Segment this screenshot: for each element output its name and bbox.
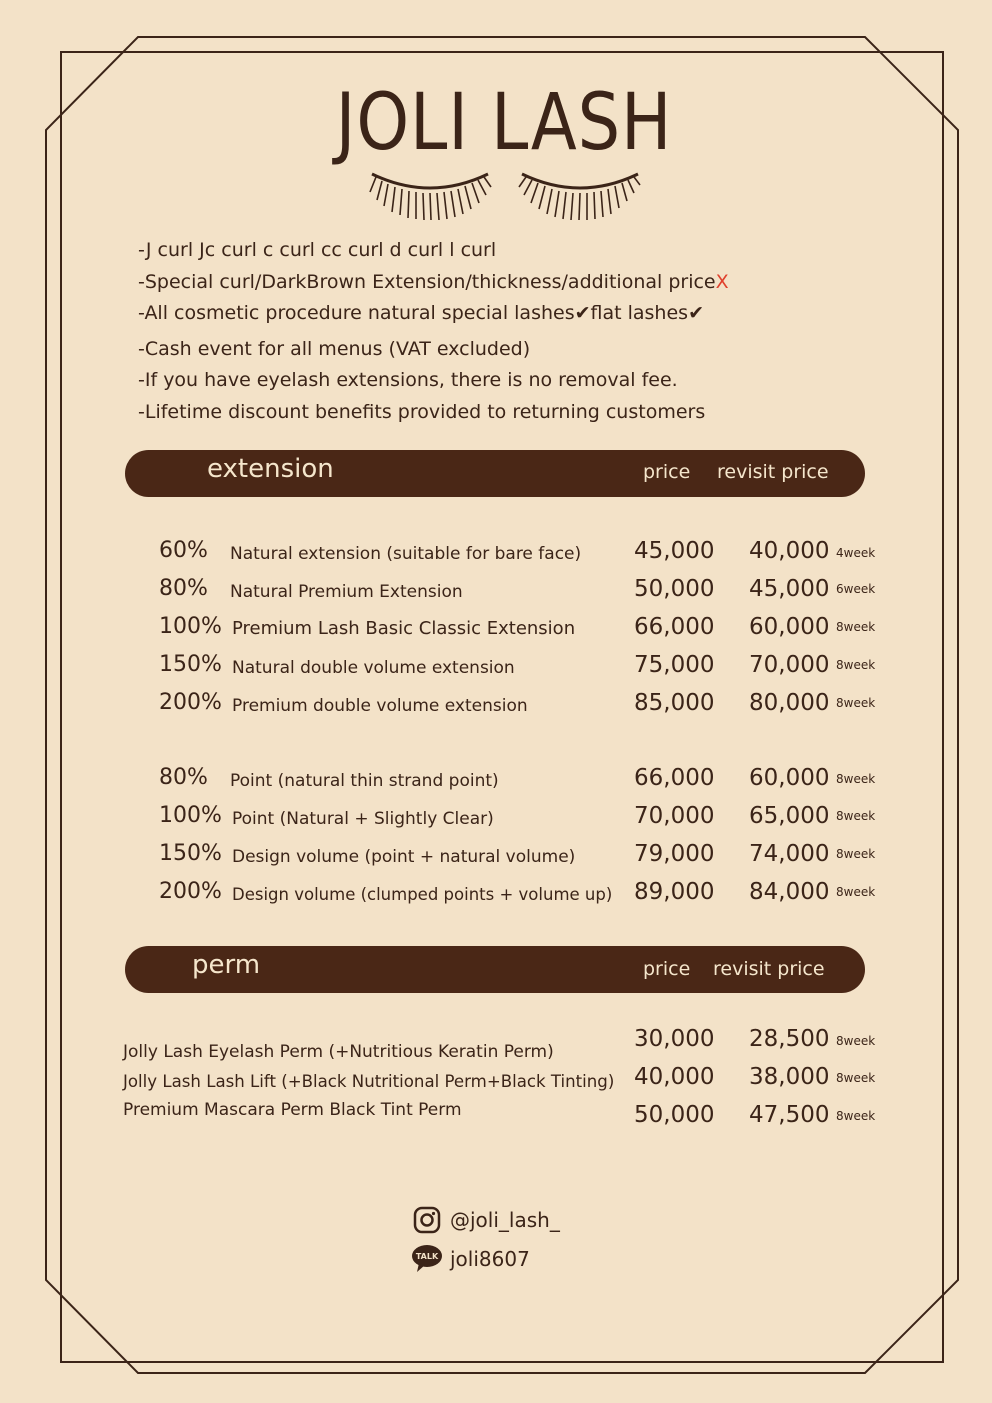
row-revisit-week: 8week	[836, 847, 876, 861]
perm-revisit-price: 28,500	[749, 1026, 830, 1052]
row-revisit-week: 4week	[836, 546, 876, 560]
perm-price-header: price	[643, 958, 691, 980]
extension-revisit-header: revisit price	[717, 461, 829, 483]
notes-list	[138, 235, 858, 428]
row-revisit-price: 80,000	[749, 690, 830, 716]
row-price: 85,000	[634, 690, 715, 716]
row-price: 70,000	[634, 803, 715, 829]
extension-row	[0, 614, 992, 652]
row-service-name: Point (natural thin strand point)	[230, 771, 499, 791]
extension-row	[0, 841, 992, 879]
row-price: 79,000	[634, 841, 715, 867]
kakao-talk-icon	[411, 1244, 443, 1274]
left-eyelash-icon	[368, 162, 492, 222]
row-service-name: Point (Natural + Slightly Clear)	[232, 809, 494, 829]
row-percent: 100%	[159, 614, 222, 639]
perm-revisit-price: 47,500	[749, 1102, 830, 1128]
extension-row	[0, 803, 992, 841]
perm-header-band	[125, 946, 865, 993]
note-cosmetic: -All cosmetic procedure natural special lashes✔flat lashes✔	[138, 302, 704, 324]
extension-header-band	[125, 450, 865, 497]
row-price: 66,000	[634, 765, 715, 791]
row-revisit-price: 40,000	[749, 538, 830, 564]
perm-service-name: Jolly Lash Eyelash Perm (+Nutritious Keratin Perm)	[123, 1042, 554, 1062]
extension-row	[0, 652, 992, 690]
extension-row	[0, 879, 992, 917]
extension-row	[0, 690, 992, 728]
perm-revisit-price: 38,000	[749, 1064, 830, 1090]
brand-title: JOLI LASH	[335, 78, 673, 168]
row-percent: 150%	[159, 841, 222, 866]
perm-price: 40,000	[634, 1064, 715, 1090]
perm-section-label: perm	[192, 950, 261, 980]
row-percent: 100%	[159, 803, 222, 828]
row-service-name: Natural Premium Extension	[230, 582, 463, 602]
extension-row	[0, 576, 992, 614]
extension-price-header: price	[643, 461, 691, 483]
instagram-handle[interactable]: @joli_lash_	[450, 1208, 560, 1232]
note-red-x-mark: X	[715, 270, 729, 293]
row-percent: 200%	[159, 879, 222, 904]
row-price: 75,000	[634, 652, 715, 678]
row-revisit-week: 6week	[836, 582, 876, 596]
row-revisit-week: 8week	[836, 809, 876, 823]
perm-revisit-week: 8week	[836, 1071, 876, 1085]
row-price: 50,000	[634, 576, 715, 602]
row-percent: 60%	[159, 538, 208, 563]
kakao-badge-text: TALK	[415, 1252, 439, 1261]
perm-revisit-week: 8week	[836, 1034, 876, 1048]
row-revisit-price: 74,000	[749, 841, 830, 867]
note-cash-event: -Cash event for all menus (VAT excluded)	[138, 337, 531, 360]
row-price: 66,000	[634, 614, 715, 640]
note-removal-fee: -If you have eyelash extensions, there is no removal fee.	[138, 369, 678, 391]
instagram-icon	[413, 1206, 441, 1234]
extension-row	[0, 765, 992, 803]
row-service-name: Design volume (point + natural volume)	[232, 847, 576, 867]
row-revisit-week: 8week	[836, 772, 876, 786]
row-percent: 200%	[159, 690, 222, 715]
extension-row	[0, 538, 992, 576]
row-percent: 80%	[159, 765, 208, 790]
row-revisit-price: 45,000	[749, 576, 830, 602]
row-price: 89,000	[634, 879, 715, 905]
row-revisit-price: 60,000	[749, 614, 830, 640]
perm-price: 30,000	[634, 1026, 715, 1052]
row-service-name: Design volume (clumped points + volume up)	[232, 885, 613, 904]
note-returning-customers: -Lifetime discount benefits provided to returning customers	[138, 400, 706, 423]
row-percent: 150%	[159, 652, 222, 677]
row-service-name: Premium double volume extension	[232, 696, 528, 716]
row-service-name: Natural extension (suitable for bare face)	[230, 544, 582, 564]
row-revisit-price: 65,000	[749, 803, 830, 829]
row-revisit-price: 70,000	[749, 652, 830, 678]
note-special-curl: -Special curl/DarkBrown Extension/thickness/additional priceX	[138, 270, 729, 293]
perm-revisit-header: revisit price	[713, 958, 825, 980]
perm-service-name: Jolly Lash Lash Lift (+Black Nutritional Perm+Black Tinting)	[123, 1072, 615, 1091]
row-revisit-week: 8week	[836, 620, 876, 634]
perm-revisit-week: 8week	[836, 1109, 876, 1123]
row-percent: 80%	[159, 576, 208, 601]
row-revisit-week: 8week	[836, 658, 876, 672]
row-revisit-price: 84,000	[749, 879, 830, 905]
right-eyelash-icon	[518, 162, 642, 222]
row-service-name: Premium Lash Basic Classic Extension	[232, 618, 576, 639]
extension-section-label: extension	[207, 454, 334, 484]
row-revisit-week: 8week	[836, 696, 876, 710]
row-revisit-week: 8week	[836, 885, 876, 899]
note-curls: -J curl Jc curl c curl cc curl d curl l curl	[138, 239, 497, 261]
perm-service-name: Premium Mascara Perm Black Tint Perm	[123, 1100, 462, 1120]
row-service-name: Natural double volume extension	[232, 658, 515, 678]
kakao-id[interactable]: joli8607	[450, 1247, 530, 1271]
perm-price: 50,000	[634, 1102, 715, 1128]
row-revisit-price: 60,000	[749, 765, 830, 791]
row-price: 45,000	[634, 538, 715, 564]
